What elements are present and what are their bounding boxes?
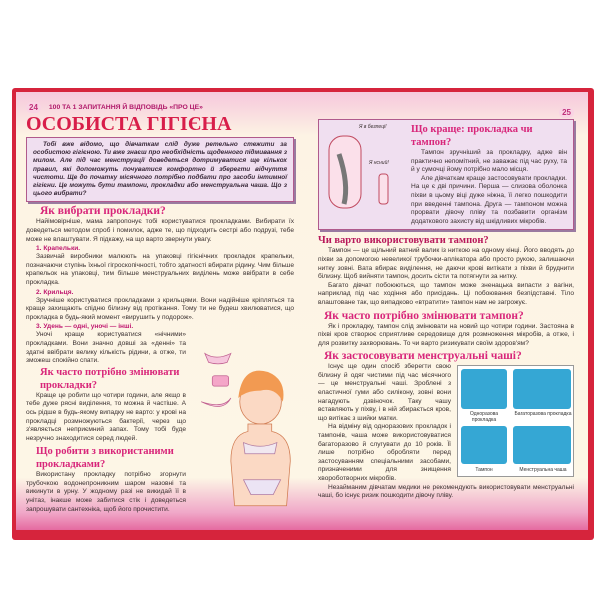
- heading-change-pads: Як часто потрібно змінювати прокладки?: [40, 366, 180, 391]
- disposable-pad-image: [461, 369, 507, 409]
- paragraph: Зручніше користуватися прокладками з крильцями. Вони надійніше кріпляться та краще захищають спідню білизну від протікання. Тому ти не будеш хвилюватися, що прокладка в будь-який момент «вирушить у подорож».: [26, 296, 294, 321]
- speech-bubble: Я в безпеці!: [359, 124, 387, 130]
- paragraph: Уночі краще користуватися «нічними» прокладками. Вони значно довші за «денні» та здатні ввібрати велику кількість рідини, а отже, ти зможеш спокійно спати.: [26, 331, 186, 365]
- heading-menstrual-cups: Як застосовувати менструальні чаші?: [324, 350, 522, 363]
- tampon-image: [461, 426, 507, 464]
- paragraph: Незайманим дівчатам медики не рекомендують використовувати менструальні чаші, бо існує ризик пошкодити дівочу пліву.: [318, 483, 574, 500]
- subheading: 3. Удень — одні, уночі — інші.: [36, 323, 134, 331]
- paragraph: Як і прокладку, тампон слід змінювати на новий що чотири години. Застояна в піхві кров створює сприятливе середовище для розмноження мікробів, а отже, і для розвитку захворювань. То чи варто ризикувати своїм здоров'ям?: [318, 322, 574, 347]
- book-spread: [12, 88, 594, 540]
- reusable-pad-image: [513, 369, 571, 409]
- heading-used-pads: Що робити з використаними прокладками?: [36, 446, 174, 471]
- paragraph: Використану прокладку потрібно згорнути трубочкою водонепроникним шаром назовні та викинути в урну. У жодному разі не викидай її в унітаз, інакше може забитися стік і доведеться запрошувати сантехніка, щоб його прочистити.: [26, 471, 186, 513]
- heading-change-tampon: Як часто потрібно змінювати тампон?: [324, 309, 524, 322]
- page-25: [306, 92, 588, 530]
- paragraph: Але дівчаткам краще застосовувати прокладки. На це є дві причини. Перша — слизова оболонка піхви в цьому віці дуже ніжна, її легко пошкодити при введенні тампона. Друга — тампоном можна прорвати дівочу пліву та позбавити організм додаткового захисту від шкідливих мікробів.: [411, 174, 567, 225]
- paragraph: Зазвичай виробники малюють на упаковці гігієнічних прокладок крапельки, позначаючи ступінь їхньої гігроскопічності, тобто здатності вбирати рідину. Чим більше крапельок на упаковці, тим більше менструальних виділень може ввібрати в себе прокладка.: [26, 253, 294, 286]
- paragraph: На відміну від одноразових прокладок і тампонів, чаша може використовуватися багаторазово й слугувати до 10 років. Її лише потрібно обробляти перед застосуванням спеціальними засобами, призначеними для знищення хвороботворних мікробів.: [318, 423, 451, 482]
- hygiene-products-figure: [457, 365, 574, 477]
- paragraph: Краще це робити що чотири години, але якщо в тебе дуже рясні виділення, то можна й частіше. А ось рідше в будь-якому випадку не варто: у крові на прокладці розмножуються бактерії, через що з'являється неприємний запах. Тому тобі буде незручно знаходитися серед людей.: [26, 391, 186, 442]
- page-title: ОСОБИСТА ГІГІЄНА: [26, 113, 232, 135]
- page-24: [16, 92, 306, 530]
- page-number: 25: [559, 107, 574, 118]
- running-head: 100 ТА 1 ЗАПИТАННЯ Й ВІДПОВІДЬ «ПРО ЦЕ»: [48, 104, 203, 111]
- heading-pad-or-tampon: Що краще: прокладка чи тампон?: [411, 124, 533, 148]
- intro-box: Тобі вже відомо, що дівчаткам слід дуже ретельно стежити за особистою гігієною. Ти вже знаєш про необхідність щоденного підмивання з милом. Але під час менструації доведеться дотримуватися ще кількох правил, які допоможуть почуватися комфортно й зберегти відчуття чистоти. Ще до початку місячного потрібно подбати про засоби інтимної гігієни. Це можуть бути тампони, прокладки або менструальна чаша. Що з цього вибрати?: [26, 137, 294, 202]
- paragraph: Тампон — це щільний ватний валик із ниткою на одному кінці. Його вводять до піхви за допомогою невеликої трубочки-аплікатора або просто рукою, залишаючи нитку зовні. Вата вбирає виділення, не даючи крові витікати з піхви й бруднити білизну. Щоб вийняти тампон, досить сісти та потягнути за нитку.: [318, 247, 574, 281]
- pad-and-tampon-characters: [321, 124, 411, 212]
- speech-bubble: Я нсний!: [369, 160, 389, 166]
- subheading: 1. Крапельки.: [36, 245, 81, 253]
- caption: Тампон: [475, 467, 493, 474]
- paragraph: Найімовірніше, мама запропонує тобі користуватися прокладками. Вибирати їх доведеться методом спроб і помилок, адже те, що підходить сестрі або подрузі, тебе може не влаштувати. Я підкажу, на що варто звернути увагу.: [26, 218, 294, 243]
- caption: Одноразова прокладка: [469, 411, 499, 424]
- pad-vs-tampon-box: [318, 119, 574, 230]
- menstrual-cup-image: [513, 426, 571, 464]
- caption: Багаторазова прокладка: [514, 411, 572, 418]
- heading-choose-pads: Як вибрати прокладки?: [40, 205, 166, 218]
- caption: Менструальна чаша: [519, 467, 567, 474]
- girl-illustration: [190, 324, 294, 524]
- subheading: 2. Крильця.: [36, 288, 74, 296]
- paragraph: Багато дівчат побоюються, що тампон може зненацька випасти з вагіни, наприклад під час ходіння або присідань. Ці побоювання безпідставні. Тіло влаштоване так, що випадково «втратити» тампон нам не загрожує.: [318, 281, 574, 306]
- heading-use-tampon: Чи варто використовувати тампон?: [318, 235, 489, 247]
- page-number: 24: [26, 102, 41, 113]
- paragraph: Тампон зручніший за прокладку, адже він практично непомітний, не заважає під час руху, та й у сумочці йому потрібно мало місця.: [411, 149, 567, 174]
- paragraph: Існує ще один спосіб зберегти свою білизну й одяг чистими під час місячного — це менструальні чаші. Зроблені з еластичної гуми або силікону, зовні вони нагадують дзвіночок. Таку чашу вставляють у піхву, і в ній збирається кров, що витікає з шийки матки.: [318, 363, 451, 422]
